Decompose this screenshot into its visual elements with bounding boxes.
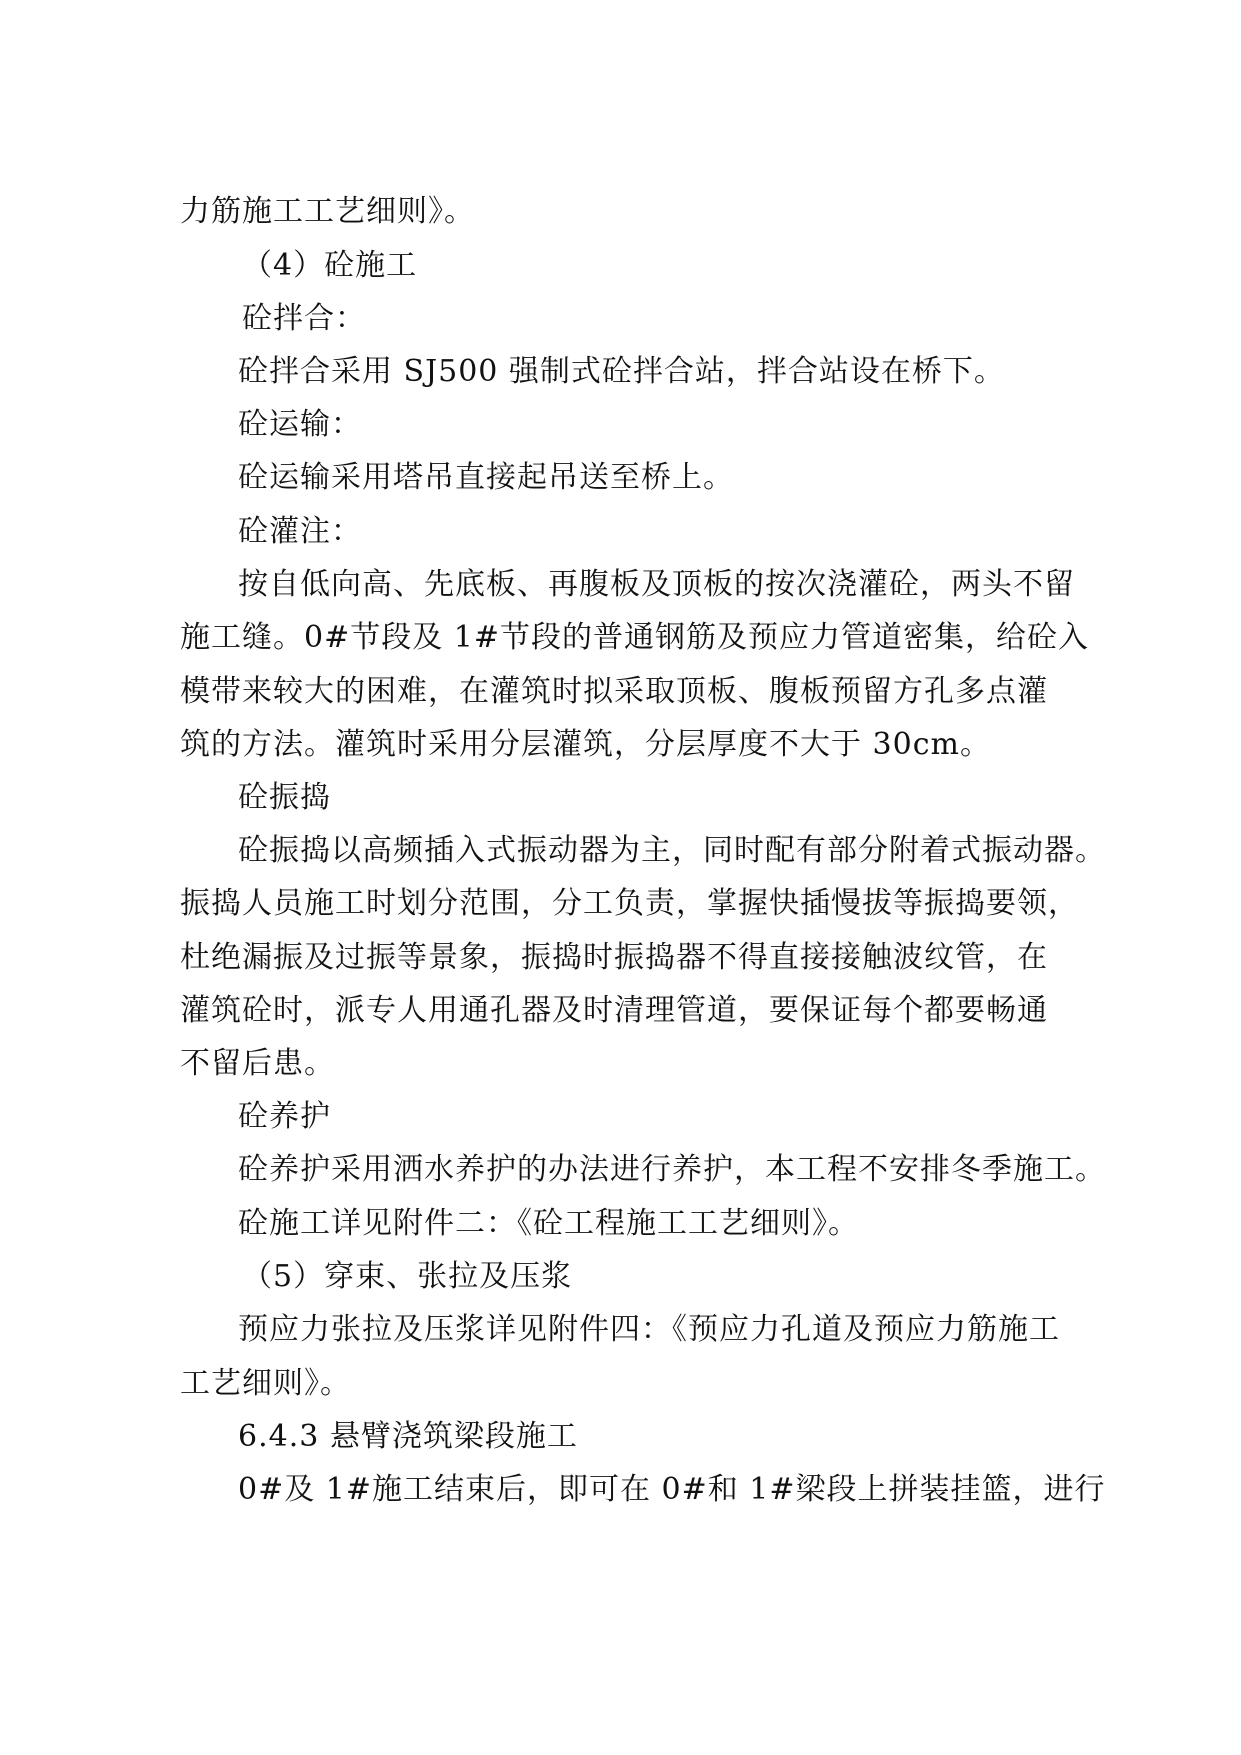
- text-line: 工艺细则》。: [180, 1366, 351, 1401]
- text-line: 预应力张拉及压浆详见附件四：《预应力孔道及预应力筋施工: [238, 1312, 1060, 1347]
- text-line: 杜绝漏振及过振等景象，振捣时振捣器不得直接接触波纹管，在: [180, 940, 1048, 975]
- text-line: 砼拌合采用 SJ500 强制式砼拌合站，拌合站设在桥下。: [238, 354, 1005, 389]
- text-line: 0#及 1#施工结束后，即可在 0#和 1#梁段上拼装挂篮，进行: [238, 1472, 1106, 1507]
- section-heading: 6.4.3 悬臂浇筑梁段施工: [238, 1419, 578, 1454]
- text-line: 力筋施工工艺细则》。: [180, 194, 475, 229]
- subheading: 砼运输：: [238, 407, 362, 442]
- text-line: 按自低向高、先底板、再腹板及顶板的按次浇灌砼，两头不留: [238, 567, 1075, 602]
- subheading: 砼拌合：: [242, 301, 366, 336]
- text-line: 砼施工详见附件二：《砼工程施工工艺细则》。: [238, 1206, 859, 1241]
- text-line: 砼养护采用洒水养护的办法进行养护，本工程不安排冬季施工。: [238, 1152, 1106, 1187]
- text-line: 筑的方法。灌筑时采用分层灌筑，分层厚度不大于 30cm。: [180, 727, 991, 762]
- text-line: 砼运输采用塔吊直接起吊送至桥上。: [238, 460, 734, 495]
- section-heading: （5）穿束、张拉及压浆: [242, 1259, 573, 1294]
- text-line: 振捣人员施工时划分范围，分工负责，掌握快插慢拔等振捣要领，: [180, 886, 1079, 921]
- text-line: 砼振捣以高频插入式振动器为主，同时配有部分附着式振动器。: [238, 833, 1106, 868]
- subheading: 砼振捣: [238, 780, 331, 815]
- text-line: 施工缝。0#节段及 1#节段的普通钢筋及预应力管道密集，给砼入: [180, 620, 1089, 655]
- text-line: 模带来较大的困难，在灌筑时拟采取顶板、腹板预留方孔多点灌: [180, 674, 1048, 709]
- text-line: 不留后患。: [180, 1046, 335, 1081]
- text-line: 灌筑砼时，派专人用通孔器及时清理管道，要保证每个都要畅通: [180, 993, 1048, 1028]
- subheading: 砼灌注：: [238, 514, 362, 549]
- section-heading: （4）砼施工: [242, 248, 418, 283]
- subheading: 砼养护: [238, 1099, 331, 1134]
